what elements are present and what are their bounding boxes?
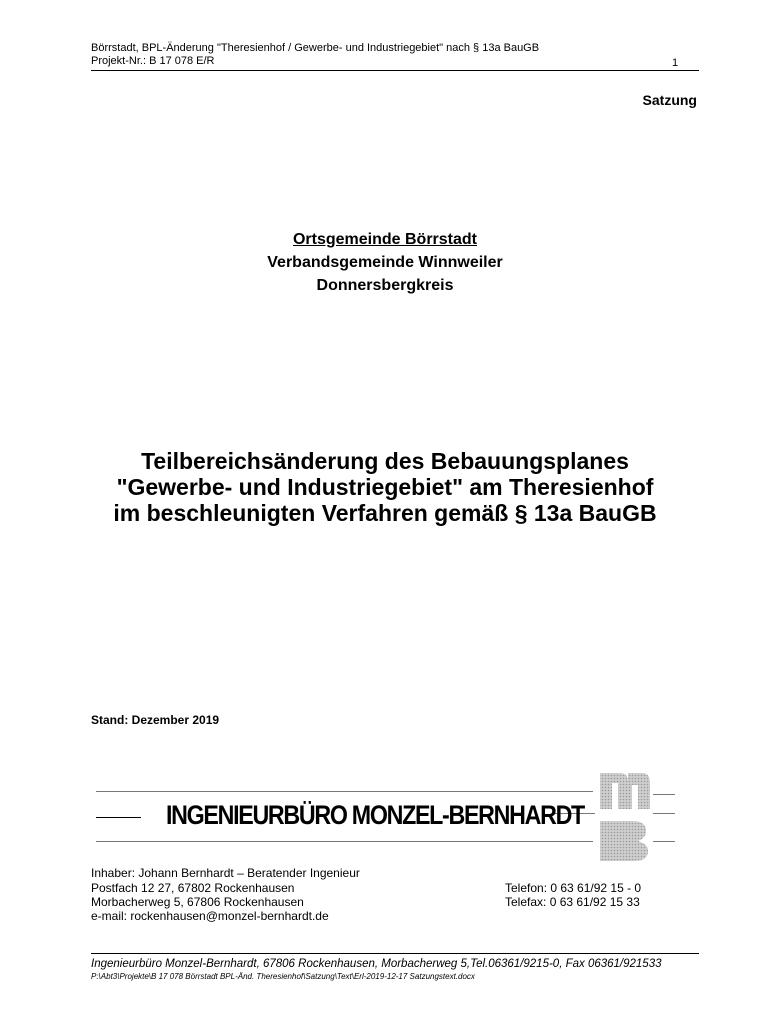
contact-street: Morbacherweg 5, 67806 Rockenhausen (91, 895, 304, 909)
title-line-2: "Gewerbe- und Industriegebiet" am Theresienhof (116, 474, 654, 500)
page-number: 1 (672, 57, 679, 69)
contact-fax: Telefax: 0 63 61/92 15 33 (505, 895, 640, 909)
footer-file-path: P:\Abt3\Projekte\B 17 078 Börrstadt BPL-Änd. Theresienhof\Satzung\Text\Erl-2019-12-17 Satzungstext.docx (91, 972, 475, 981)
logo-rule-left (96, 817, 141, 818)
municipality-name: Ortsgemeinde Börrstadt (292, 231, 478, 248)
association-name: Verbandsgemeinde Winnweiler (267, 254, 503, 271)
footer-address: Ingenieurbüro Monzel-Bernhardt, 67806 Rockenhausen, Morbacherweg 5,Tel.06361/9215-0, Fax 06361/921533 (91, 958, 662, 970)
district-name: Donnersbergkreis (316, 277, 454, 294)
logo-rule-mark-2 (653, 813, 675, 814)
logo-rule-bottom (96, 841, 593, 842)
logo-rule-mark-1 (653, 794, 675, 795)
document-type: Satzung (642, 92, 697, 108)
contact-postfach: Postfach 12 27, 67802 Rockenhausen (91, 881, 295, 895)
header-project-number: Projekt-Nr.: B 17 078 E/R (91, 55, 215, 67)
title-line-3: im beschleunigten Verfahren gemäß § 13a BauGB (113, 500, 657, 526)
contact-phone: Telefon: 0 63 61/92 15 - 0 (505, 881, 642, 895)
company-logo-text: INGENIEURBÜRO MONZEL-BERNHARDT (166, 800, 584, 830)
stand-date: Stand: Dezember 2019 (91, 713, 220, 727)
company-logo-mark (598, 771, 654, 868)
document-title (0, 448, 770, 526)
contact-owner: Inhaber: Johann Bernhardt – Beratender Ingenieur (91, 866, 360, 880)
mb-monogram-icon (598, 771, 654, 863)
footer-divider (91, 953, 699, 954)
logo-rule-top (96, 791, 593, 792)
logo-rule-mark-3 (653, 841, 675, 842)
contact-email[interactable]: e-mail: rockenhausen@monzel-bernhardt.de (91, 909, 329, 923)
header-divider (91, 70, 699, 71)
title-line-1: Teilbereichsänderung des Bebauungsplanes (141, 448, 629, 474)
header-title: Börrstadt, BPL-Änderung "Theresienhof / Gewerbe- und Industriegebiet" nach § 13a BauGB (91, 42, 540, 54)
